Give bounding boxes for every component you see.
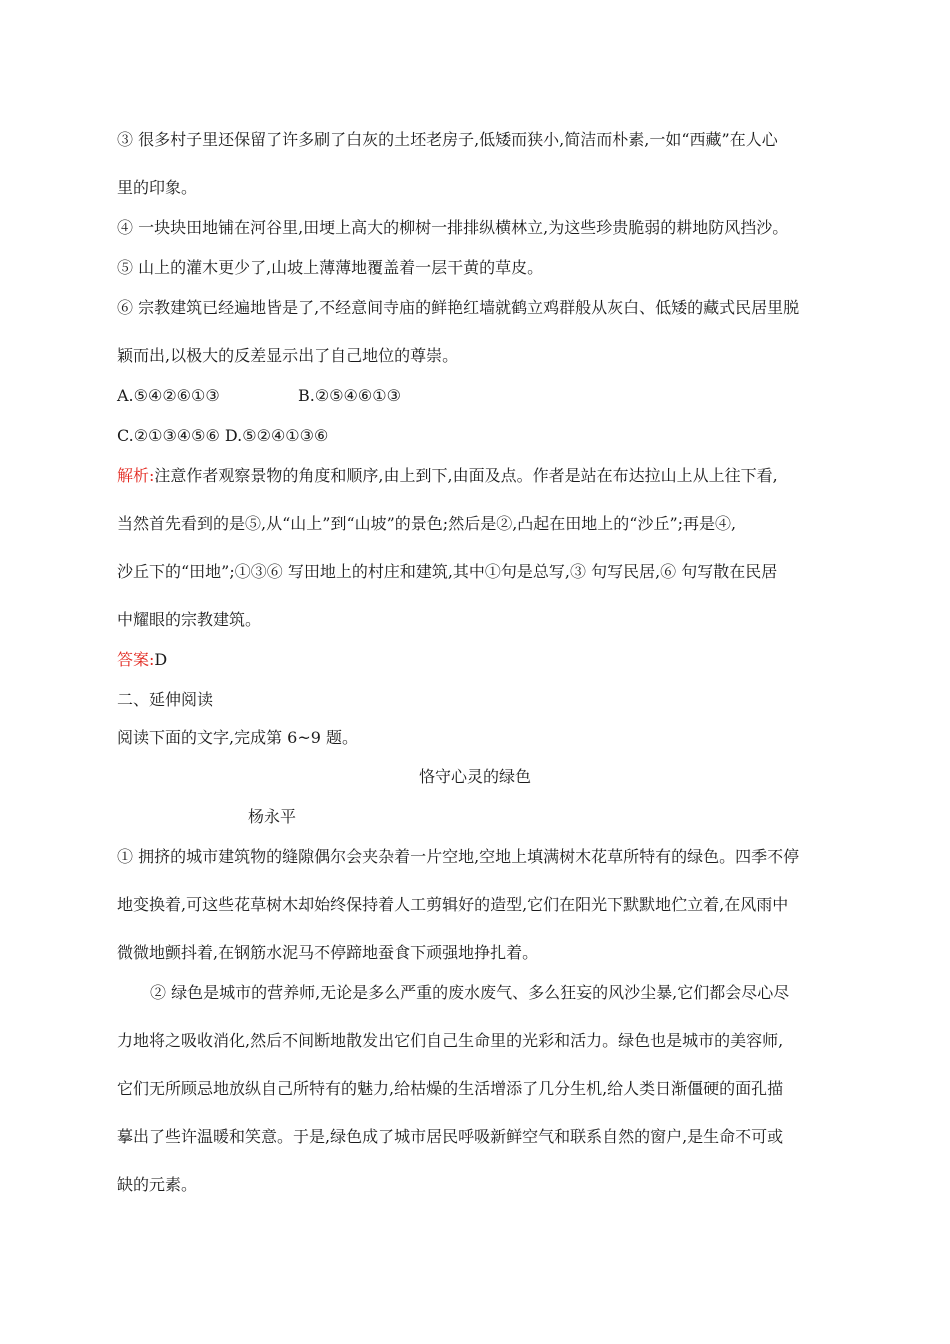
article-title: 恪守心灵的绿色: [418, 767, 531, 786]
analysis-line-1: [117, 466, 778, 486]
paragraph-2-line-5: 缺的元素。: [117, 1175, 198, 1194]
analysis-line-4: 中耀眼的宗教建筑。: [117, 610, 262, 629]
paragraph-2-line-4: 摹出了些许温暖和笑意。于是,绿色成了城市居民呼吸新鲜空气和联系自然的窗户,是生命不可或: [117, 1127, 784, 1146]
option-item-6-line-1: ⑥ 宗教建筑已经遍地皆是了,不经意间寺庙的鲜艳红墙就鹤立鸡群般从灰白、低矮的藏式民居里脱: [117, 298, 800, 317]
option-item-5: ⑤ 山上的灌木更少了,山坡上薄薄地覆盖着一层干黄的草皮。: [117, 258, 544, 277]
paragraph-1-line-1: ① 拥挤的城市建筑物的缝隙偶尔会夹杂着一片空地,空地上填满树木花草所特有的绿色。四季不停: [117, 847, 800, 866]
option-item-6-line-2: 颖而出,以极大的反差显示出了自己地位的尊崇。: [117, 346, 459, 365]
choice-row-ab: [117, 386, 401, 406]
analysis-line-2: 当然首先看到的是⑤,从“山上”到“山坡”的景色;然后是②,凸起在田地上的“沙丘”;再是④,: [117, 514, 737, 533]
answer-line: [117, 650, 167, 670]
answer-label: 答案:: [117, 650, 155, 669]
answer-value: D: [154, 650, 168, 669]
paragraph-1-line-3: 微微地颤抖着,在钢筋水泥马不停蹄地蚕食下顽强地挣扎着。: [117, 943, 539, 962]
article-author: 杨永平: [248, 807, 297, 826]
option-item-3-line-2: 里的印象。: [117, 178, 198, 197]
choice-a: A.⑤④②⑥①③: [117, 386, 220, 405]
paragraph-2-line-3: 它们无所顾忌地放纵自己所特有的魅力,给枯燥的生活增添了几分生机,给人类日渐僵硬的面孔描: [117, 1079, 784, 1098]
paragraph-1-line-2: 地变换着,可这些花草树木却始终保持着人工剪辑好的造型,它们在阳光下默默地伫立着,在风雨中: [117, 895, 789, 914]
section-instruction: 阅读下面的文字,完成第 6~9 题。: [117, 728, 359, 747]
paragraph-2-line-1: ② 绿色是城市的营养师,无论是多么严重的废水废气、多么狂妄的风沙尘暴,它们都会尽心尽: [150, 983, 790, 1002]
option-item-4: ④ 一块块田地铺在河谷里,田埂上高大的柳树一排排纵横林立,为这些珍贵脆弱的耕地防风挡沙。: [117, 218, 789, 237]
analysis-text-1: 注意作者观察景物的角度和顺序,由上到下,由面及点。作者是站在布达拉山上从上往下看,: [154, 466, 778, 485]
option-item-3-line-1: ③ 很多村子里还保留了许多刷了白灰的土坯老房子,低矮而狭小,简洁而朴素,一如“西藏”在人心: [117, 130, 778, 149]
section-heading: 二、延伸阅读: [117, 690, 214, 709]
analysis-label: 解析:: [117, 466, 155, 485]
choice-row-cd: C.②①③④⑤⑥ D.⑤②④①③⑥: [117, 426, 329, 445]
paragraph-2-line-2: 力地将之吸收消化,然后不间断地散发出它们自己生命里的光彩和活力。绿色也是城市的美容师,: [117, 1031, 784, 1050]
analysis-line-3: 沙丘下的“田地”;①③⑥ 写田地上的村庄和建筑,其中①句是总写,③ 句写民居,⑥ 句写散在民居: [117, 562, 778, 581]
choice-b: B.②⑤④⑥①③: [298, 386, 401, 405]
